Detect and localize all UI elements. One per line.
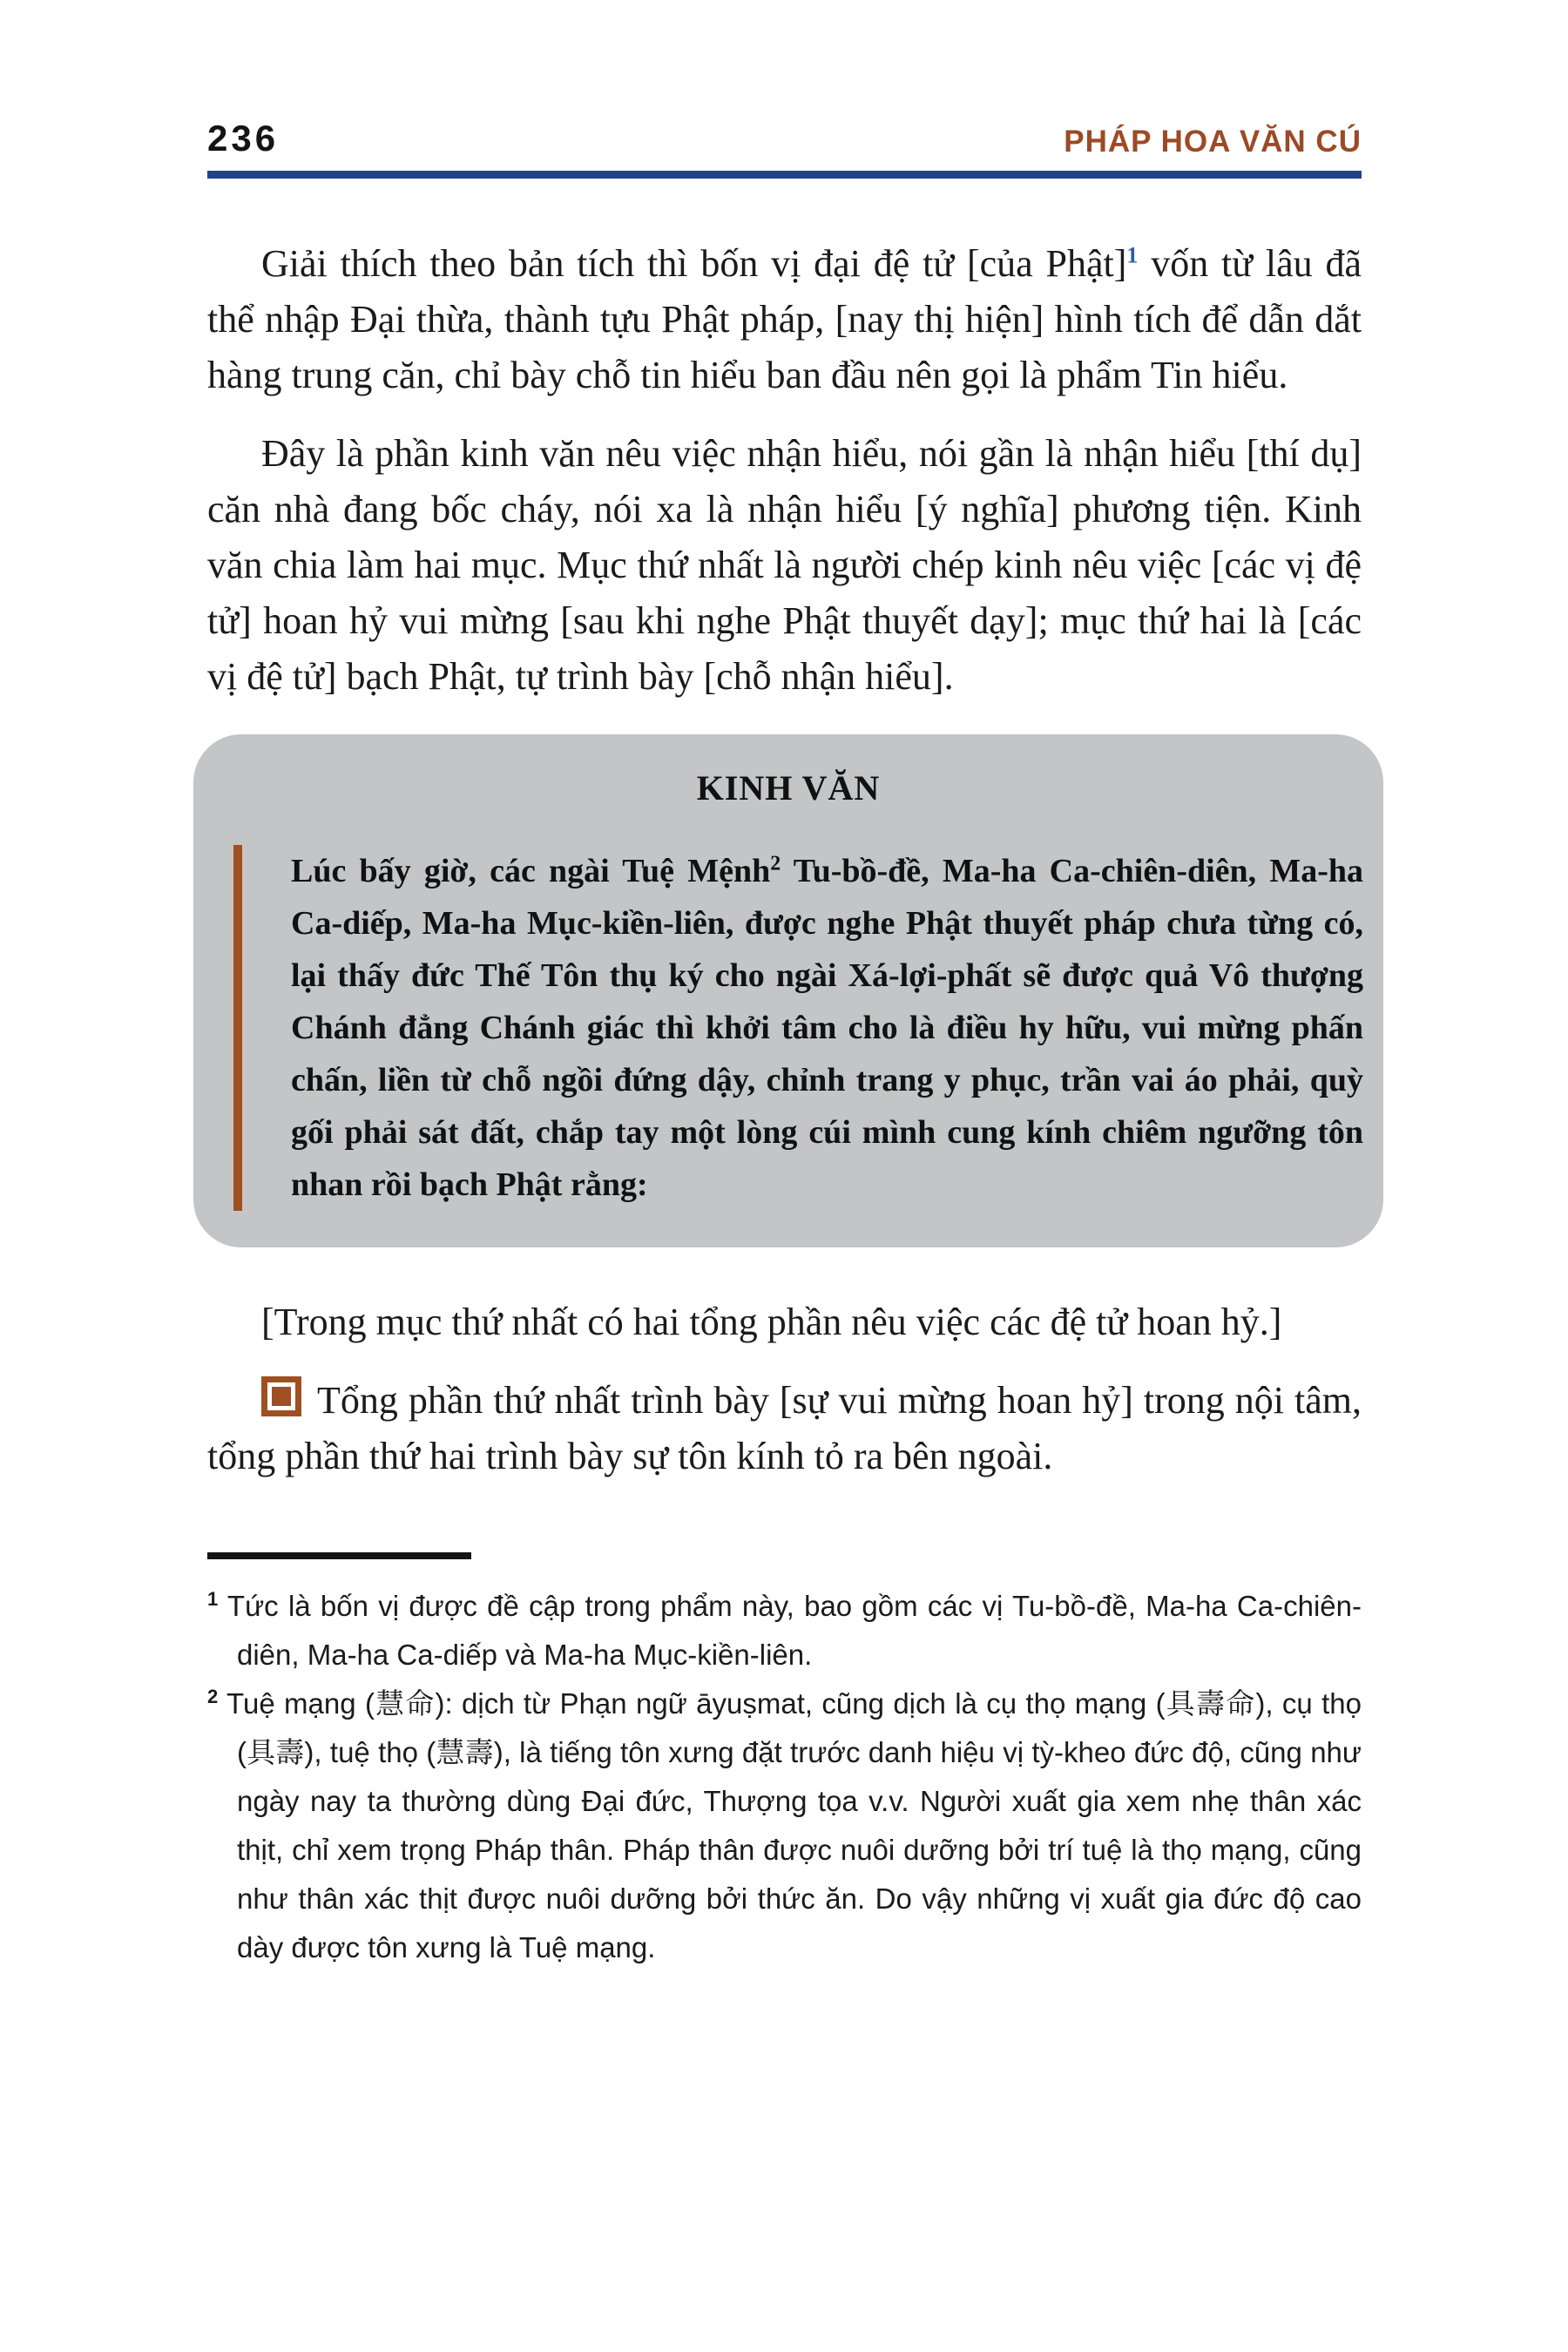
paragraph-4-text: Tổng phần thứ nhất trình bày [sự vui mừng hoan hỷ] trong nội tâm, tổng phần thứ hai trình bày sự tôn kính tỏ ra bên ngoài. — [207, 1379, 1362, 1477]
footnote-ref-1: 1 — [1126, 242, 1139, 268]
paragraph-1-continued: vốn từ lâu đã thể nhập Đại thừa, thành tựu Phật pháp, [nay thị hiện] hình tích để dẫn dắt hàng trung căn, chỉ bày chỗ tin hiểu ban đầu nên gọi là phẩm Tin hiểu. — [207, 242, 1362, 396]
paragraph-commentary-1 — [207, 236, 1362, 403]
footnote-2 — [207, 1680, 1362, 1972]
kinh-van-box — [193, 734, 1383, 1247]
footnote-separator — [207, 1552, 471, 1559]
footnote-1-marker: 1 — [207, 1588, 219, 1610]
footnote-2-marker: 2 — [207, 1686, 219, 1707]
sutra-quote-continued: Tu-bồ-đề, Ma-ha Ca-chiên-diên, Ma-ha Ca-diếp, Ma-ha Mục-kiền-liên, được nghe Phật thuyết pháp chưa từng có, lại thấy đức Thế Tôn thụ ký cho ngài Xá-lợi-phất sẽ được quả Vô thượng Chánh đẳng Chánh giác thì khởi tâm cho là điều hy hữu, vui mừng phấn chấn, liền từ chỗ ngồi đứng dậy, chỉnh trang y phục, trần vai áo phải, quỳ gối phải sát đất, chắp tay một lòng cúi mình cung kính chiêm ngưỡng tôn nhan rồi bạch Phật rằng: — [291, 853, 1363, 1203]
paragraph-commentary-2: Đây là phần kinh văn nêu việc nhận hiểu, nói gần là nhận hiểu [thí dụ] căn nhà đang bốc cháy, nói xa là nhận hiểu [ý nghĩa] phương tiện. Kinh văn chia làm hai mục. Mục thứ nhất là người chép kinh nêu việc [các vị đệ tử] hoan hỷ vui mừng [sau khi nghe Phật thuyết dạy]; mục thứ hai là [các vị đệ tử] bạch Phật, tự trình bày [chỗ nhận hiểu]. — [207, 432, 1362, 698]
kinh-van-title: KINH VĂN — [696, 768, 881, 808]
header-rule — [207, 171, 1362, 179]
footnote-1-text: Tức là bốn vị được đề cập trong phẩm này, bao gồm các vị Tu-bồ-đề, Ma-ha Ca-chiên-diên, Ma-ha Ca-diếp và Ma-ha Mục-kiền-liên. — [226, 1590, 1362, 1671]
footnote-ref-2: 2 — [770, 852, 781, 875]
sutra-quote — [233, 845, 1363, 1211]
footnote-2-text: Tuệ mạng (慧命): dịch từ Phạn ngữ āyuṣmat, cũng dịch là cụ thọ mạng (具壽命), cụ thọ (具壽), tuệ thọ (慧壽), là tiếng tôn xưng đặt trước danh hiệu vị tỳ-kheo đức độ, cũng như ngày nay ta thường dùng Đại đức, Thượng tọa v.v. Người xuất gia xem nhẹ thân xác thịt, chỉ xem trọng Pháp thân. Pháp thân được nuôi dưỡng bởi trí tuệ là thọ mạng, cũng như thân xác thịt được nuôi dưỡng bởi thức ăn. Do vậy những vị xuất gia đức độ cao dày được tôn xưng là Tuệ mạng. — [226, 1687, 1362, 1963]
page-content — [207, 236, 1362, 1972]
footnote-1 — [207, 1582, 1362, 1680]
paragraph-commentary-3: [Trong mục thứ nhất có hai tổng phần nêu việc các đệ tử hoan hỷ.] — [261, 1301, 1282, 1343]
running-title: PHÁP HOA VĂN CÚ — [1064, 125, 1362, 159]
sutra-quote-text: Lúc bấy giờ, các ngài Tuệ Mệnh — [291, 853, 771, 889]
section-bullet-icon — [261, 1376, 301, 1416]
page-number: 236 — [207, 118, 280, 159]
paragraph-commentary-4 — [207, 1373, 1362, 1484]
page-header — [207, 120, 1362, 157]
paragraph-1-text: Giải thích theo bản tích thì bốn vị đại đệ tử [của Phật] — [261, 242, 1127, 285]
section-bullet-inner — [272, 1387, 291, 1406]
footnotes — [207, 1582, 1362, 1972]
